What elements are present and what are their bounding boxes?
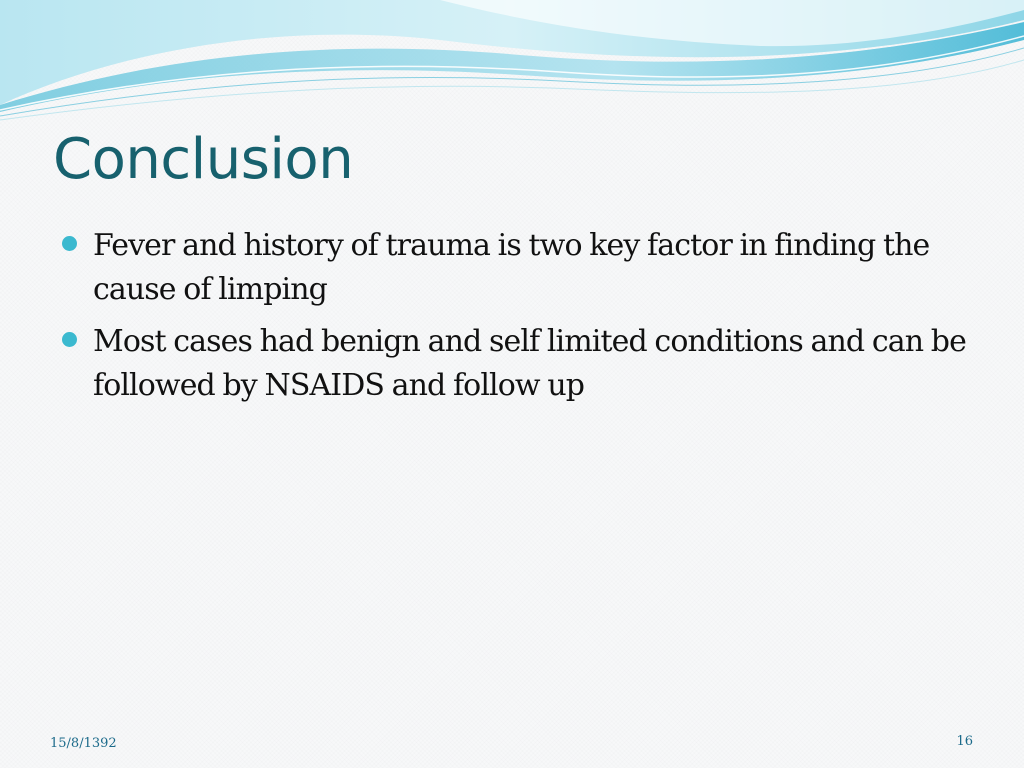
footer-date: 15/8/1392 [50,736,117,751]
slide-title: Conclusion [53,127,354,192]
bullet-text: Most cases had benign and self limited conditions and can be followed by NSAIDS and follow up [93,324,966,403]
bullet-dot-icon [62,332,77,347]
bullet-list [60,224,980,416]
footer-page-number: 16 [956,734,973,749]
bullet-item [60,320,980,408]
header-wave-decoration [0,0,1024,130]
bullet-item [60,224,980,312]
bullet-dot-icon [62,236,77,251]
bullet-text: Fever and history of trauma is two key factor in finding the cause of limping [93,228,930,307]
